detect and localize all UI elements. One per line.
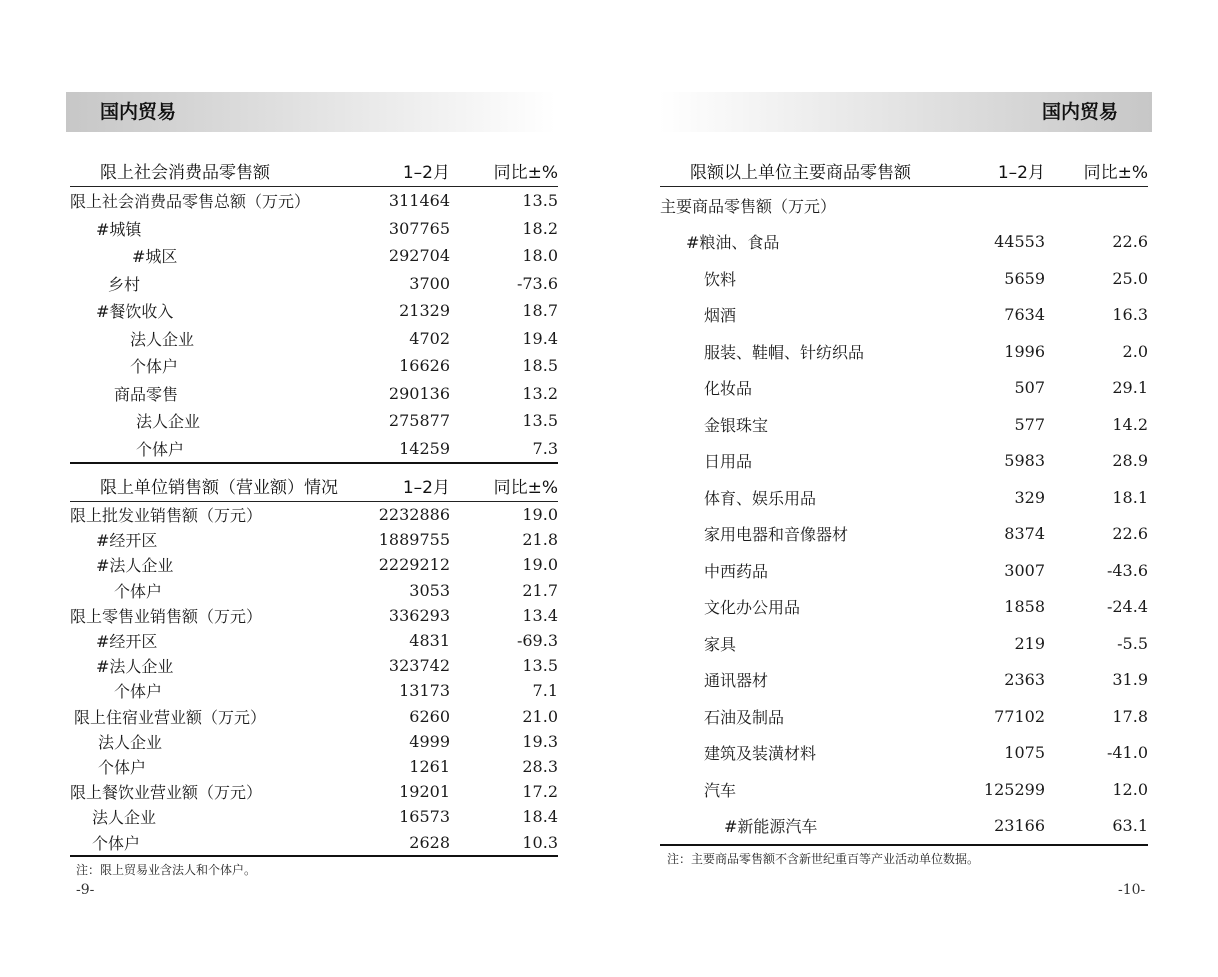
row-label: 法人企业	[98, 732, 163, 752]
row-yoy: 7.3	[532, 438, 558, 458]
table-row	[70, 729, 558, 754]
table-row	[660, 370, 1148, 407]
table-row	[660, 662, 1148, 699]
row-label: 家具	[704, 634, 737, 654]
table-row	[660, 333, 1148, 370]
row-label: #餐饮收入	[96, 302, 174, 322]
row-yoy: 22.6	[1112, 524, 1148, 544]
table-row	[660, 771, 1148, 808]
row-label: #城镇	[96, 219, 142, 239]
row-yoy: 13.4	[522, 605, 558, 625]
footnote-right: 注：主要商品零售额不含新世纪重百等产业活动单位数据。	[667, 852, 980, 866]
row-yoy: 18.2	[522, 218, 558, 238]
row-yoy: 18.0	[522, 246, 558, 266]
row-value: 329	[1014, 487, 1045, 507]
table-row	[70, 804, 558, 829]
row-value: 5983	[1004, 451, 1045, 471]
row-value: 8374	[1004, 524, 1045, 544]
row-value: 16573	[399, 807, 450, 827]
row-yoy: 16.3	[1112, 305, 1148, 325]
row-yoy: 13.5	[522, 411, 558, 431]
row-label: #新能源汽车	[724, 817, 818, 837]
row-yoy: 18.4	[522, 807, 558, 827]
row-label: 石油及制品	[704, 707, 785, 727]
row-label: 限上住宿业营业额（万元）	[74, 707, 267, 727]
row-yoy: 63.1	[1112, 816, 1148, 836]
table-row	[660, 625, 1148, 662]
row-yoy: 28.3	[522, 756, 558, 776]
row-value: 577	[1014, 414, 1045, 434]
row-yoy: 18.5	[522, 356, 558, 376]
row-value: 13173	[399, 681, 450, 701]
row-yoy: 19.0	[522, 505, 558, 525]
page-number-right: -10-	[1118, 882, 1146, 898]
row-value: 1858	[1004, 597, 1045, 617]
row-value: 2229212	[378, 555, 450, 575]
row-label: #城区	[132, 247, 178, 267]
row-yoy: 31.9	[1112, 670, 1148, 690]
row-label: 金银珠宝	[704, 415, 769, 435]
section-header-title: 国内贸易	[100, 101, 177, 123]
row-yoy: -24.4	[1106, 597, 1148, 617]
table-row	[660, 552, 1148, 589]
table-row	[660, 187, 1148, 224]
row-value: 7634	[1004, 305, 1045, 325]
table-row	[70, 297, 558, 325]
row-label: 化妆品	[704, 379, 753, 399]
table-row	[70, 754, 558, 779]
row-label: 日用品	[704, 452, 753, 472]
table-row	[70, 242, 558, 270]
row-yoy: -73.6	[516, 273, 558, 293]
row-label: 汽车	[704, 780, 737, 800]
table-row	[70, 552, 558, 577]
column-header-period: 1–2月	[370, 155, 450, 187]
table-header-row	[660, 155, 1148, 187]
row-value: 292704	[388, 246, 450, 266]
row-yoy: 19.3	[522, 731, 558, 751]
row-yoy: 17.8	[1112, 706, 1148, 726]
row-label: 限上零售业销售额（万元）	[70, 606, 263, 626]
row-value: 290136	[388, 383, 450, 403]
row-yoy: 21.0	[522, 706, 558, 726]
row-value	[975, 187, 1045, 224]
row-value: 77102	[994, 706, 1045, 726]
row-label: #经开区	[96, 531, 158, 551]
row-label: 中西药品	[704, 561, 769, 581]
table-row	[660, 735, 1148, 772]
column-header-yoy: 同比±%	[450, 155, 558, 187]
row-yoy: 12.0	[1112, 779, 1148, 799]
row-label: 法人企业	[130, 329, 195, 349]
row-value: 2363	[1004, 670, 1045, 690]
row-label: 限上餐饮业营业额（万元）	[70, 783, 263, 803]
table-row	[660, 406, 1148, 443]
row-value: 1075	[1004, 743, 1045, 763]
consumer-retail-table	[70, 155, 558, 464]
row-label: 个体户	[98, 757, 147, 777]
row-yoy: 22.6	[1112, 232, 1148, 252]
table-row	[70, 502, 558, 528]
column-header-yoy: 同比±%	[450, 470, 558, 502]
footnote-left: 注：限上贸易业含法人和个体户。	[76, 863, 257, 877]
table-row	[660, 443, 1148, 480]
column-header-yoy: 同比±%	[1045, 155, 1148, 187]
row-label: #法人企业	[96, 657, 174, 677]
table-row	[660, 698, 1148, 735]
row-label: #经开区	[96, 632, 158, 652]
table-row	[70, 352, 558, 380]
table-row	[70, 578, 558, 603]
page-number-left: -9-	[76, 882, 95, 898]
row-value: 4702	[409, 328, 450, 348]
row-value: 1261	[409, 756, 450, 776]
table-row	[660, 516, 1148, 553]
row-label: 个体户	[130, 357, 179, 377]
row-yoy: 2.0	[1122, 341, 1148, 361]
table-row	[70, 187, 558, 215]
row-value: 2628	[409, 832, 450, 852]
row-yoy: -69.3	[516, 631, 558, 651]
row-label: 家用电器和音像器材	[704, 525, 849, 545]
row-yoy: 10.3	[522, 832, 558, 852]
row-value: 44553	[994, 232, 1045, 252]
table-row	[70, 435, 558, 464]
row-label: 法人企业	[136, 412, 201, 432]
table-row	[70, 407, 558, 435]
row-value: 4999	[409, 731, 450, 751]
row-value: 23166	[994, 816, 1045, 836]
row-label: #粮油、食品	[686, 233, 780, 253]
row-label: 个体户	[114, 581, 163, 601]
row-value: 1889755	[378, 530, 450, 550]
table-row	[660, 589, 1148, 626]
column-header-item: 限额以上单位主要商品零售额	[660, 155, 975, 187]
row-value: 5659	[1004, 268, 1045, 288]
table-row	[70, 325, 558, 353]
row-label: 限上批发业销售额（万元）	[70, 506, 263, 526]
row-value: 323742	[388, 656, 450, 676]
row-label: 烟酒	[704, 306, 737, 326]
row-label: 体育、娱乐用品	[704, 488, 817, 508]
table-row	[70, 380, 558, 408]
row-value: 507	[1014, 378, 1045, 398]
section-header-title: 国内贸易	[1041, 101, 1118, 123]
row-yoy: -43.6	[1106, 560, 1148, 580]
row-value: 311464	[388, 191, 450, 211]
row-value: 19201	[399, 782, 450, 802]
column-header-period: 1–2月	[370, 470, 450, 502]
row-yoy: 21.7	[522, 580, 558, 600]
row-label: 通讯器材	[704, 671, 769, 691]
row-yoy: 14.2	[1112, 414, 1148, 434]
row-label: 建筑及装潢材料	[704, 744, 817, 764]
row-yoy: 13.5	[522, 191, 558, 211]
table-row	[70, 704, 558, 729]
table-row	[70, 270, 558, 298]
row-yoy: 19.0	[522, 555, 558, 575]
row-yoy: -5.5	[1117, 633, 1148, 653]
row-value: 21329	[399, 301, 450, 321]
row-value: 307765	[388, 218, 450, 238]
row-label: 个体户	[92, 833, 141, 853]
row-label: 个体户	[114, 682, 163, 702]
column-header-period: 1–2月	[975, 155, 1045, 187]
section-header-right	[659, 92, 1152, 132]
row-label: 服装、鞋帽、针纺织品	[704, 342, 865, 362]
row-value: 4831	[409, 631, 450, 651]
table-row	[70, 829, 558, 855]
table-row	[70, 653, 558, 678]
row-value: 3700	[409, 273, 450, 293]
row-value: 16626	[399, 356, 450, 376]
row-yoy: 13.2	[522, 383, 558, 403]
table-row	[70, 527, 558, 552]
row-yoy: 17.2	[522, 782, 558, 802]
table-row	[660, 224, 1148, 261]
row-label: 文化办公用品	[704, 598, 801, 618]
row-yoy: 21.8	[522, 530, 558, 550]
row-yoy: -41.0	[1106, 743, 1148, 763]
row-yoy: 18.7	[522, 301, 558, 321]
row-label: 饮料	[704, 269, 737, 289]
row-yoy: 18.1	[1112, 487, 1148, 507]
section-header-left	[66, 92, 556, 132]
row-yoy: 19.4	[522, 328, 558, 348]
table-row	[660, 808, 1148, 846]
row-value: 275877	[388, 411, 450, 431]
row-label: 个体户	[136, 439, 185, 459]
row-label: 主要商品零售额（万元）	[660, 196, 837, 216]
table-header-row	[70, 470, 558, 502]
right-page	[609, 0, 1218, 977]
row-yoy	[1045, 187, 1148, 224]
row-label: 商品零售	[114, 384, 179, 404]
table-row	[660, 479, 1148, 516]
row-yoy: 29.1	[1112, 378, 1148, 398]
row-value: 1996	[1004, 341, 1045, 361]
row-value: 3007	[1004, 560, 1045, 580]
row-label: #法人企业	[96, 556, 174, 576]
row-value: 336293	[388, 605, 450, 625]
row-yoy: 13.5	[522, 656, 558, 676]
table-row	[70, 215, 558, 243]
row-value: 6260	[409, 706, 450, 726]
table-row	[660, 297, 1148, 334]
row-label: 乡村	[108, 274, 141, 294]
table-row	[70, 603, 558, 628]
row-value: 2232886	[378, 505, 450, 525]
table-row	[70, 678, 558, 703]
row-value: 14259	[399, 438, 450, 458]
commodity-retail-table	[660, 155, 1148, 846]
row-value: 3053	[409, 580, 450, 600]
column-header-item: 限上单位销售额（营业额）情况	[70, 470, 370, 502]
table-row	[70, 779, 558, 804]
column-header-item: 限上社会消费品零售额	[70, 155, 370, 187]
row-yoy: 28.9	[1112, 451, 1148, 471]
unit-sales-table	[70, 470, 558, 857]
row-yoy: 7.1	[532, 681, 558, 701]
row-label: 法人企业	[92, 808, 157, 828]
row-yoy: 25.0	[1112, 268, 1148, 288]
row-label: 限上社会消费品零售总额（万元）	[70, 192, 311, 212]
table-row	[70, 628, 558, 653]
row-value: 125299	[983, 779, 1045, 799]
row-value: 219	[1014, 633, 1045, 653]
table-row	[660, 260, 1148, 297]
table-header-row	[70, 155, 558, 187]
